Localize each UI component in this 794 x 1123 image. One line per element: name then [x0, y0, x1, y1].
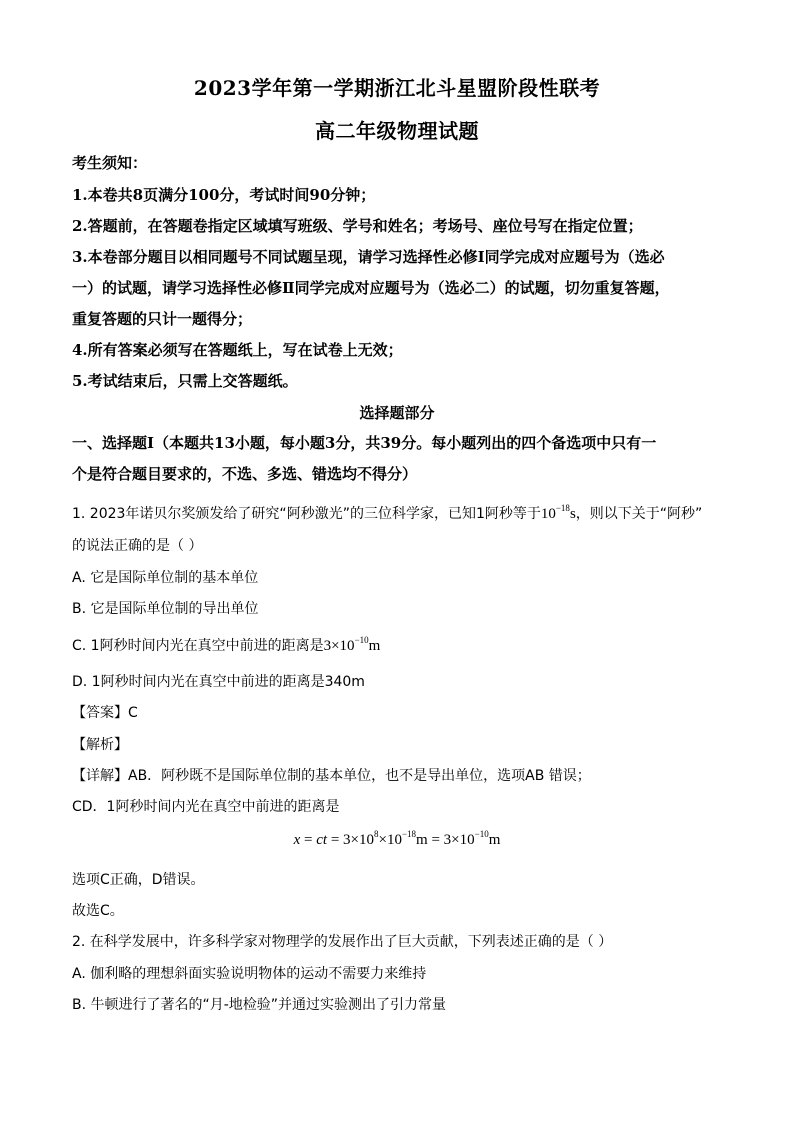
q1-detail-3: 选项C正确，D错误。 [72, 872, 205, 888]
notice-heading: 考生须知： [72, 154, 148, 172]
formula-exp2: −18 [401, 829, 417, 839]
notice-item-4: 4.所有答案必须写在答题纸上，写在试卷上无效； [72, 341, 403, 359]
q1-stem-tail: ，则以下关于“阿秒” [575, 506, 703, 522]
formula-ct: ct [316, 832, 328, 848]
notice-item-2: 2.答题前，在答题卷指定区域填写班级、学号和姓名；考场号、座位号写在指定位置； [72, 217, 643, 235]
q1-attosecond-value [540, 503, 576, 522]
notice-item-3-cont: 一）的试题，请学习选择性必修Ⅱ同学完成对应题号为（选必二）的试题，切勿重复答题， [72, 279, 670, 297]
part-instructions: 一、选择题Ⅰ（本题共13小题，每小题3分，共39分。每小题列出的四个备选项中只有一 [72, 434, 657, 452]
q1-stem-line2: 的说法正确的是（ ） [72, 538, 203, 554]
q2-option-b: B. 牛顿进行了著名的“月-地检验”并通过实验测出了引力常量 [72, 997, 447, 1013]
notice-item-1: 1.本卷共8页满分100分，考试时间90分钟； [72, 186, 376, 204]
q1-detail-2: CD．1阿秒时间内光在真空中前进的距离是 [72, 799, 340, 815]
q2-stem: 2. 在科学发展中，许多科学家对物理学的发展作出了巨大贡献，下列表述正确的是（ ） [72, 934, 613, 950]
formula-x: x [293, 832, 301, 848]
formula-eq1: = [300, 832, 317, 848]
formula-eq2: = 3×10 [327, 832, 374, 848]
notice-item-3: 3.本卷部分题目以相同题号不同试题呈现，请学习选择性必修Ⅰ同学完成对应题号为（选必 [72, 248, 665, 266]
notice-item-5: 5.考试结束后，只需上交答题纸。 [72, 372, 298, 390]
q1-formula [0, 829, 794, 849]
formula-unit2: m [488, 832, 501, 848]
q1-stem [72, 503, 702, 523]
q1-conclusion: 故选C。 [72, 903, 124, 919]
q1-answer: 【答案】C [72, 705, 138, 721]
formula-unit1: m = 3×10 [416, 832, 475, 848]
q1-option-c [72, 635, 380, 655]
q1-unit: s [569, 506, 576, 522]
formula-exp1: 8 [374, 829, 379, 839]
formula-mid: ×10 [378, 832, 402, 848]
exam-subtitle: 高二年级物理试题 [315, 119, 479, 143]
q1-base: 10 [540, 506, 556, 522]
q1-exponent: −18 [555, 503, 570, 513]
q1-option-c-exponent: −10 [354, 635, 369, 645]
q1-option-c-unit: m [368, 638, 381, 654]
q1-option-c-text: C. 1阿秒时间内光在真空中前进的距离是 [72, 638, 324, 654]
q1-option-c-value [323, 635, 381, 654]
formula-exp3: −10 [474, 829, 489, 839]
q1-option-b: B. 它是国际单位制的导出单位 [72, 601, 259, 617]
q1-detail-1: 【详解】AB．阿秒既不是国际单位制的基本单位，也不是导出单位，选项AB 错误； [72, 768, 591, 784]
q1-option-c-base: 3×10 [323, 638, 355, 654]
section-title: 选择题部分 [359, 404, 435, 422]
q1-option-d: D. 1阿秒时间内光在真空中前进的距离是340m [72, 674, 365, 690]
q1-analysis-label: 【解析】 [72, 737, 128, 753]
part-instructions-cont: 个是符合题目要求的，不选、多选、错选均不得分） [72, 465, 418, 483]
q1-option-a: A. 它是国际单位制的基本单位 [72, 570, 259, 586]
q2-option-a: A. 伽利略的理想斜面实验说明物体的运动不需要力来维持 [72, 966, 427, 982]
exam-title: 2023学年第一学期浙江北斗星盟阶段性联考 [193, 76, 601, 100]
q1-stem-text: 1. 2023年诺贝尔奖颁发给了研究“阿秒激光”的三位科学家，已知1阿秒等于 [72, 506, 541, 522]
notice-item-3-end: 重复答题的只计一题得分； [72, 310, 253, 328]
